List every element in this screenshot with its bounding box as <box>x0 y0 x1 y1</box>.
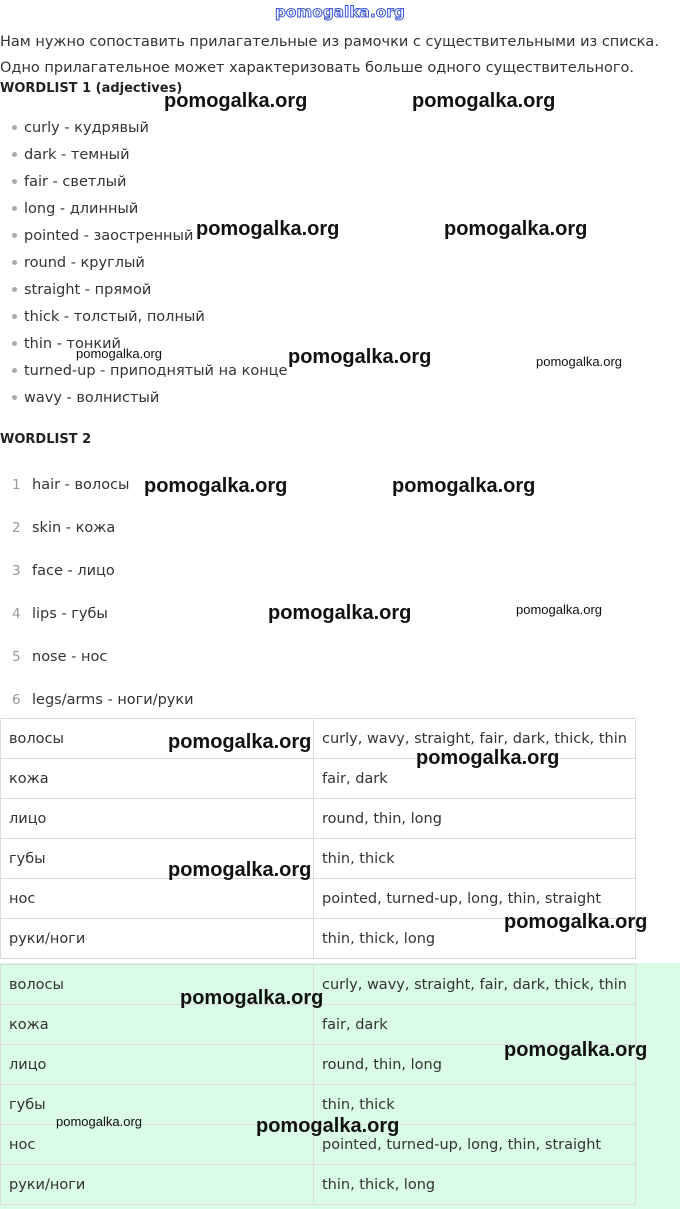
noun-cell: руки/ноги <box>1 1165 314 1205</box>
table-row <box>1 839 636 879</box>
bullet-icon <box>12 152 17 157</box>
adjectives-cell: curly, wavy, straight, fair, dark, thick, thin <box>314 719 636 759</box>
bullet-icon <box>12 233 17 238</box>
list-item: dark - темный <box>12 142 287 169</box>
intro-line-1: Нам нужно сопоставить прилагательные из рамочки с существительными из списка. <box>0 34 659 50</box>
bullet-icon <box>12 179 17 184</box>
adjectives-cell: fair, dark <box>314 1005 636 1045</box>
noun-cell: нос <box>1 1125 314 1165</box>
noun-cell: нос <box>1 879 314 919</box>
list-item: turned-up - приподнятый на конце <box>12 358 287 385</box>
list-item: 4 lips - губы <box>12 606 108 622</box>
noun-cell: кожа <box>1 759 314 799</box>
noun-cell: губы <box>1 839 314 879</box>
intro-text <box>0 29 680 81</box>
bullet-icon <box>12 206 17 211</box>
list-item: 2 skin - кожа <box>12 520 116 536</box>
bullet-icon <box>12 368 17 373</box>
watermark: pomogalka.org <box>180 987 324 1009</box>
watermark: pomogalka.org <box>444 218 588 240</box>
adjectives-cell: fair, dark <box>314 759 636 799</box>
noun-cell: руки/ноги <box>1 919 314 959</box>
bullet-icon <box>12 260 17 265</box>
bullet-icon <box>12 395 17 400</box>
bullet-icon <box>12 287 17 292</box>
watermark: pomogalka.org <box>76 346 162 361</box>
noun-cell: кожа <box>1 1005 314 1045</box>
watermark: pomogalka.org <box>536 354 622 369</box>
adjectives-cell: thin, thick, long <box>314 919 636 959</box>
list-item: 6 legs/arms - ноги/руки <box>12 692 194 708</box>
list-item: wavy - волнистый <box>12 385 287 412</box>
adjectives-cell: pointed, turned-up, long, thin, straight <box>314 1125 636 1165</box>
list-item: pointed - заостренный <box>12 223 287 250</box>
table-row <box>1 799 636 839</box>
watermark: pomogalka.org <box>504 911 648 933</box>
table-row <box>1 1165 636 1205</box>
adjectives-cell: pointed, turned-up, long, thin, straight <box>314 879 636 919</box>
noun-cell: лицо <box>1 799 314 839</box>
list-item: 5 nose - нос <box>12 649 108 665</box>
adjective-list <box>12 115 287 412</box>
watermark: pomogalka.org <box>56 1114 142 1129</box>
watermark: pomogalka.org <box>168 731 312 753</box>
noun-cell: лицо <box>1 1045 314 1085</box>
bullet-icon <box>12 314 17 319</box>
adjectives-cell: thin, thick, long <box>314 1165 636 1205</box>
watermark: pomogalka.org <box>416 747 560 769</box>
adjectives-cell: curly, wavy, straight, fair, dark, thick, thin <box>314 965 636 1005</box>
watermark: pomogalka.org <box>196 218 340 240</box>
noun-cell: волосы <box>1 719 314 759</box>
noun-cell: губы <box>1 1085 314 1125</box>
list-item: thick - толстый, полный <box>12 304 287 331</box>
wordlist1-heading: WORDLIST 1 (adjectives) <box>0 81 183 96</box>
watermark: pomogalka.org <box>412 90 556 112</box>
list-item: thin - тонкий <box>12 331 287 358</box>
wordlist2-heading: WORDLIST 2 <box>0 432 92 447</box>
bullet-icon <box>12 125 17 130</box>
watermark: pomogalka.org <box>504 1039 648 1061</box>
list-item: round - круглый <box>12 250 287 277</box>
watermark: pomogalka.org <box>256 1115 400 1137</box>
watermark: pomogalka.org <box>516 602 602 617</box>
list-item: fair - светлый <box>12 169 287 196</box>
watermark: pomogalka.org <box>392 475 536 497</box>
list-item: straight - прямой <box>12 277 287 304</box>
noun-cell: волосы <box>1 965 314 1005</box>
list-item: 3 face - лицо <box>12 563 115 579</box>
list-item: curly - кудрявый <box>12 115 287 142</box>
watermark: pomogalka.org <box>288 346 432 368</box>
bullet-icon <box>12 341 17 346</box>
watermark: pomogalka.org <box>164 90 308 112</box>
intro-line-2: Одно прилагательное может характеризовать больше одного существительного. <box>0 60 634 76</box>
adjectives-cell: thin, thick <box>314 839 636 879</box>
list-item: 1 hair - волосы <box>12 477 130 493</box>
noun-list <box>12 464 194 722</box>
watermark: pomogalka.org <box>268 602 412 624</box>
watermark: pomogalka.org <box>144 475 288 497</box>
adjectives-cell: round, thin, long <box>314 799 636 839</box>
site-logo[interactable]: pomogalka.org <box>275 3 405 21</box>
adjectives-cell: round, thin, long <box>314 1045 636 1085</box>
adjectives-cell: thin, thick <box>314 1085 636 1125</box>
list-item: long - длинный <box>12 196 287 223</box>
watermark: pomogalka.org <box>168 859 312 881</box>
